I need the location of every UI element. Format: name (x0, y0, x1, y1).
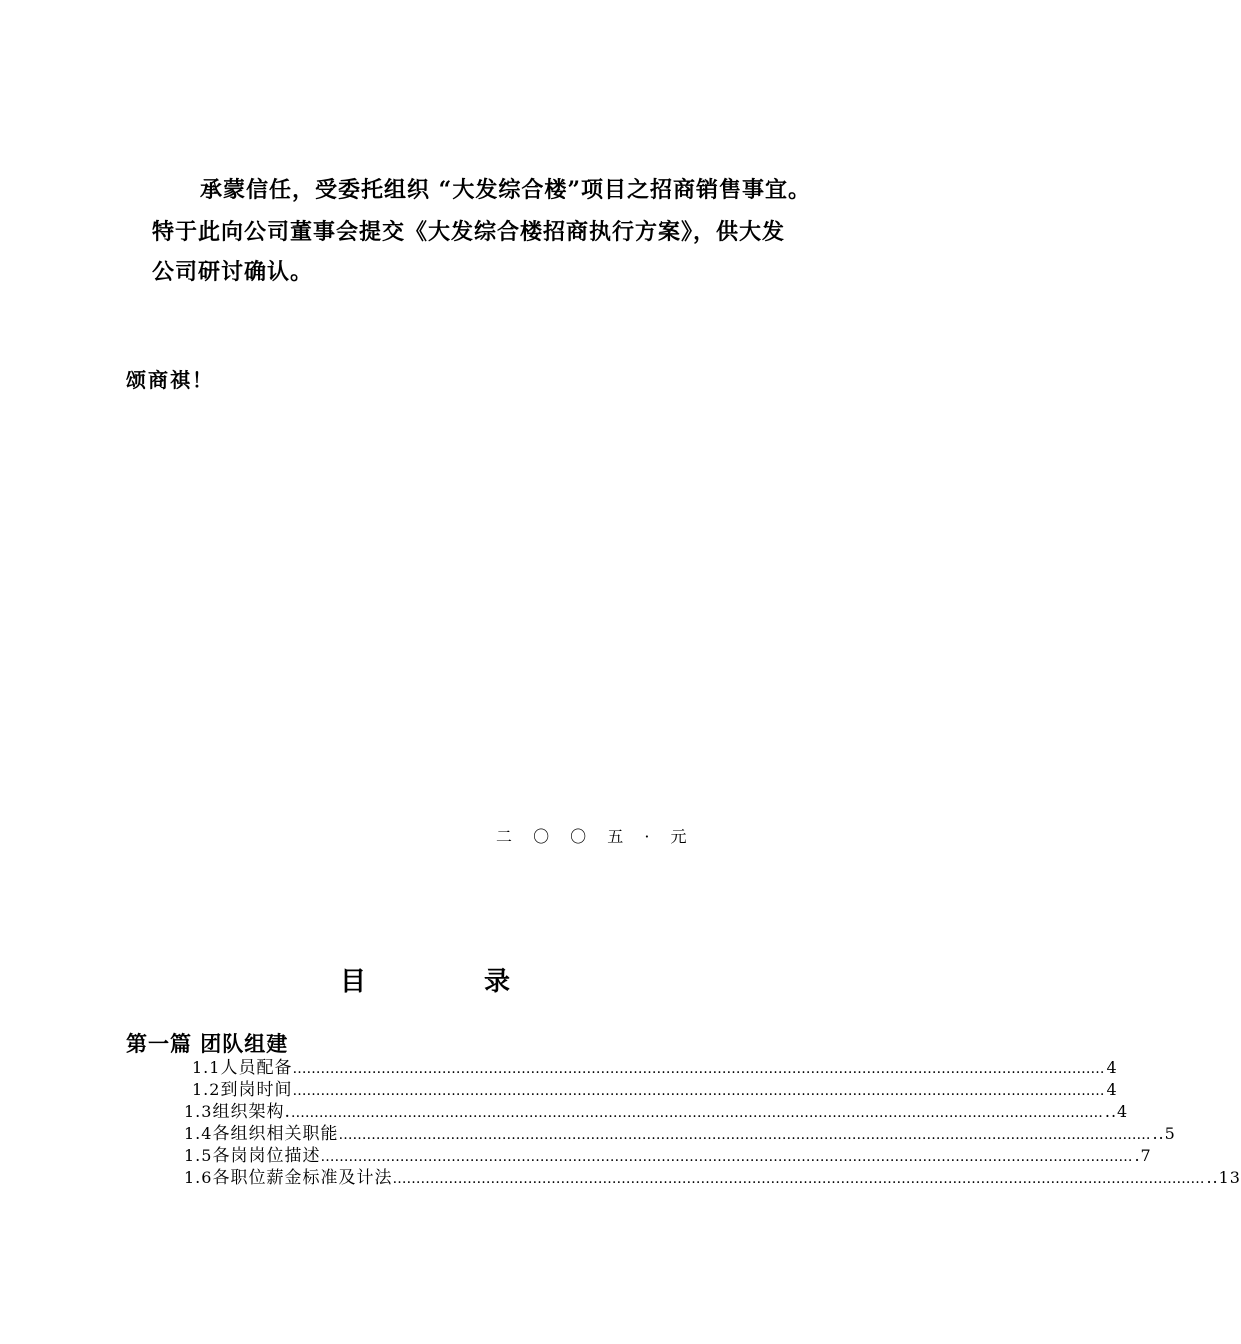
toc-entry[interactable] (184, 1167, 1241, 1189)
toc-leader-dots: ………………………………………………………………………………………………………………………………………………………… (292, 1061, 1105, 1077)
letter-line-1: 承蒙信任，受委托组织 “大发综合楼”项目之招商销售事宜。 (200, 177, 811, 203)
toc-entry-page: 4 (1106, 1080, 1118, 1099)
toc-entry-number: 1.3 (184, 1102, 213, 1121)
toc-entry-label: 到岗时间 (220, 1080, 293, 1100)
toc-entry[interactable] (184, 1101, 1129, 1123)
toc-entry-number: 1.6 (184, 1168, 213, 1187)
toc-entry-number: 1.1 (192, 1058, 221, 1077)
toc-leader-dots: ………………………………………………………………………………………………………………………………………………………… (320, 1149, 1133, 1165)
toc-entry-label: 人员配备 (220, 1058, 293, 1078)
toc-entry[interactable] (184, 1145, 1152, 1167)
toc-leader-dots: ………………………………………………………………………………………………………………………………………………………… (292, 1083, 1105, 1099)
toc-part-title: 第一篇 团队组建 (126, 1031, 289, 1056)
toc-entry-label: 各岗岗位描述 (212, 1146, 321, 1166)
toc-leader-dots: ………………………………………………………………………………………………………………………………………………………… (290, 1105, 1103, 1121)
toc-entry-page: ..13 (1206, 1168, 1241, 1187)
toc-entry[interactable] (192, 1057, 1118, 1079)
document-date: 二 〇 〇 五 · 元 (496, 827, 695, 846)
toc-leader-dots: ………………………………………………………………………………………………………………………………………………………… (392, 1171, 1205, 1187)
toc-title-right: 录 (483, 967, 510, 997)
toc-entry-page: 4 (1106, 1058, 1118, 1077)
toc-entry-label: 各职位薪金标准及计法 (212, 1168, 393, 1188)
toc-leader-dots: ………………………………………………………………………………………………………………………………………………………… (338, 1127, 1151, 1143)
toc-entry-label: 组织架构. (212, 1102, 291, 1122)
toc-entry-page: ..5 (1152, 1124, 1176, 1143)
toc-title (340, 966, 510, 998)
toc-entry[interactable] (184, 1123, 1176, 1145)
toc-entry-page: .7 (1134, 1146, 1152, 1165)
toc-title-left: 目 (340, 967, 367, 997)
letter-line-2: 特于此向公司董事会提交《大发综合楼招商执行方案》，供大发 (152, 219, 786, 245)
toc-entry-number: 1.5 (184, 1146, 213, 1165)
toc-entry[interactable] (192, 1079, 1118, 1101)
toc-entry-number: 1.4 (184, 1124, 213, 1143)
toc-entry-page: ..4 (1104, 1102, 1129, 1121)
letter-closing: 颂商祺！ (126, 368, 214, 392)
letter-line-3: 公司研讨确认。 (152, 259, 314, 285)
toc-entry-number: 1.2 (192, 1080, 221, 1099)
toc-entry-label: 各组织相关职能 (212, 1124, 339, 1144)
